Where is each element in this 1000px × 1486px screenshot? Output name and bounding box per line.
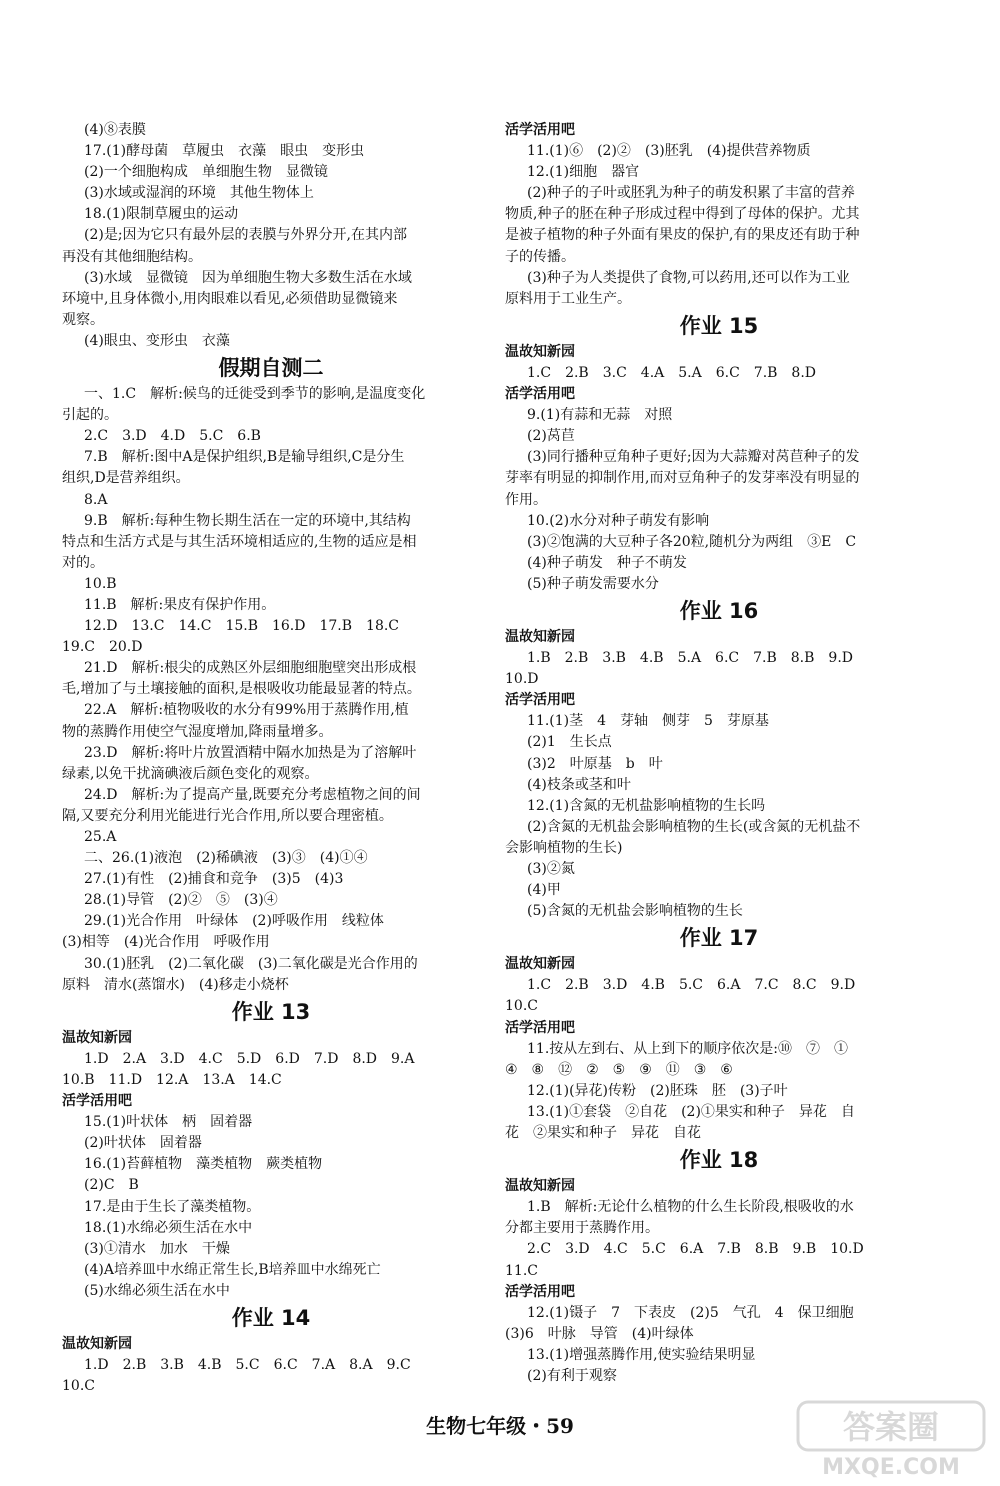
answer-line: 1.B 2.B 3.B 4.B 5.A 6.C 7.B 8.B 9.D bbox=[527, 650, 853, 667]
answer-line: (4)眼虫、变形虫 衣藻 bbox=[84, 332, 230, 349]
answer-line: 1.C 2.B 3.C 4.A 5.A 6.C 7.B 8.D bbox=[527, 364, 817, 381]
answer-line: (4)A培养皿中水绵正常生长,B培养皿中水绵死亡 bbox=[84, 1261, 381, 1278]
answer-line: 组织,D是营养组织。 bbox=[62, 470, 190, 487]
answer-line: 2.C 3.D 4.D 5.C 6.B bbox=[84, 428, 261, 445]
subsection-label: 活学活用吧 bbox=[505, 692, 575, 709]
answer-line: (2)C B bbox=[84, 1177, 139, 1194]
answer-line: 19.C 20.D bbox=[62, 639, 143, 656]
answer-line: 10.C bbox=[505, 998, 538, 1015]
answer-line: 1.D 2.A 3.D 4.C 5.D 6.D 7.D 8.D 9.A bbox=[84, 1050, 415, 1067]
answer-line: 芽率有明显的抑制作用,而对豆角种子的发芽率没有明显的 bbox=[505, 470, 860, 487]
answer-line: 27.(1)有性 (2)捕食和竞争 (3)5 (4)3 bbox=[84, 871, 344, 888]
answer-line: 9.(1)有蒜和无蒜 对照 bbox=[527, 407, 673, 424]
answer-line: 10.(2)水分对种子萌发有影响 bbox=[527, 512, 710, 529]
answer-line: 对的。 bbox=[62, 554, 104, 571]
section-heading: 作业 15 bbox=[679, 313, 759, 338]
watermark-logo bbox=[796, 1400, 986, 1480]
answer-line: 11.C bbox=[505, 1262, 538, 1279]
answer-line: 二、26.(1)液泡 (2)稀碘液 (3)③ (4)①④ bbox=[84, 850, 368, 867]
subsection-label: 温故知新园 bbox=[62, 1335, 132, 1352]
answer-line: (3)②饱满的大豆种子各20粒,随机分为两组 ③E C bbox=[527, 533, 857, 550]
answer-line: 12.D 13.C 14.C 15.B 16.D 17.B 18.C bbox=[84, 618, 400, 635]
answer-line: (4)枝条或茎和叶 bbox=[527, 776, 631, 793]
answer-line: 原料用于工业生产。 bbox=[505, 290, 631, 307]
section-heading: 作业 17 bbox=[679, 926, 759, 951]
svg-text:MXQE.COM: MXQE.COM bbox=[822, 1455, 960, 1480]
watermark-icon bbox=[796, 1400, 986, 1480]
answer-line: 作用。 bbox=[505, 491, 547, 508]
answer-line: (2)有利于观察 bbox=[527, 1367, 617, 1384]
answer-line: ④ ⑧ ⑫ ② ⑤ ⑨ ⑪ ③ ⑥ bbox=[505, 1061, 733, 1078]
answer-line: 23.D 解析:将叶片放置酒精中隔水加热是为了溶解叶 bbox=[84, 744, 417, 761]
answer-line: (3)种子为人类提供了食物,可以药用,还可以作为工业 bbox=[527, 269, 850, 286]
answer-line: 18.(1)限制草履虫的运动 bbox=[84, 206, 239, 223]
answer-line: (2)1 生长点 bbox=[527, 734, 612, 751]
subsection-label: 活学活用吧 bbox=[505, 1019, 575, 1036]
answer-line: 1.C 2.B 3.D 4.B 5.C 6.A 7.C 8.C 9.D bbox=[527, 977, 856, 994]
section-heading: 假期自测二 bbox=[218, 356, 324, 381]
answer-line: 25.A bbox=[84, 829, 117, 845]
answer-line: 17.是由于生长了藻类植物。 bbox=[84, 1198, 261, 1215]
answer-line: 12.(1)(异花)传粉 (2)胚珠 胚 (3)子叶 bbox=[527, 1082, 788, 1099]
answer-line: 10.D bbox=[505, 671, 539, 688]
answer-line: 环境中,且身体微小,用肉眼难以看见,必须借助显微镜来 bbox=[62, 290, 398, 307]
answer-line: (3)6 叶脉 导管 (4)叶绿体 bbox=[505, 1325, 694, 1342]
answer-line: (2)一个细胞构成 单细胞生物 显微镜 bbox=[84, 164, 328, 181]
answer-line: 11.(1)茎 4 芽轴 侧芽 5 芽原基 bbox=[527, 713, 769, 730]
subsection-label: 温故知新园 bbox=[505, 628, 575, 645]
answer-line: 11.按从左到右、从上到下的顺序依次是:⑩ ⑦ ① bbox=[527, 1040, 848, 1057]
answer-line: (3)水域 显微镜 因为单细胞生物大多数生活在水域 bbox=[84, 269, 412, 286]
answer-line: 子的传播。 bbox=[505, 248, 575, 265]
answer-line: (4)种子萌发 种子不萌发 bbox=[527, 554, 687, 571]
answer-line: 隔,又要充分利用光能进行光合作用,所以要合理密植。 bbox=[62, 807, 393, 824]
answer-line: (5)水绵必须生活在水中 bbox=[84, 1282, 230, 1299]
answer-line: 16.(1)苔藓植物 藻类植物 蕨类植物 bbox=[84, 1156, 323, 1173]
answer-line: 7.B 解析:图中A是保护组织,B是输导组织,C是分生 bbox=[84, 449, 405, 466]
answer-line: 引起的。 bbox=[62, 407, 118, 424]
answer-line: 10.C bbox=[62, 1378, 95, 1395]
answer-line: 28.(1)导管 (2)② ⑤ (3)④ bbox=[84, 892, 278, 909]
answer-line: 18.(1)水绵必须生活在水中 bbox=[84, 1219, 253, 1236]
subsection-label: 温故知新园 bbox=[505, 343, 575, 360]
section-heading: 作业 18 bbox=[679, 1148, 759, 1173]
answer-line: (2)是;因为它只有最外层的表膜与外界分开,在其内部 bbox=[84, 227, 407, 244]
answer-line: 一、1.C 解析:候鸟的迁徙受到季节的影响,是温度变化 bbox=[84, 386, 426, 403]
answer-line: 10.B 11.D 12.A 13.A 14.C bbox=[62, 1071, 282, 1088]
answer-line: (2)含氮的无机盐会影响植物的生长(或含氮的无机盐不 bbox=[527, 818, 861, 835]
answer-line: 9.B 解析:每种生物长期生活在一定的环境中,其结构 bbox=[84, 512, 411, 529]
answer-line: (3)②氮 bbox=[527, 861, 575, 877]
answer-line: 原料 清水(蒸馏水) (4)移走小烧杯 bbox=[62, 976, 289, 993]
answer-line: (3)①清水 加水 干燥 bbox=[84, 1240, 230, 1257]
answer-line: 17.(1)酵母菌 草履虫 衣藻 眼虫 变形虫 bbox=[84, 143, 365, 160]
answer-line: 15.(1)叶状体 柄 固着器 bbox=[84, 1114, 253, 1131]
subsection-label: 活学活用吧 bbox=[505, 1283, 575, 1300]
subsection-label: 活学活用吧 bbox=[505, 122, 575, 138]
answer-line: (4)⑧表膜 bbox=[84, 122, 146, 138]
answer-line: 30.(1)胚乳 (2)二氧化碳 (3)二氧化碳是光合作用的 bbox=[84, 955, 418, 972]
answer-line: 观察。 bbox=[62, 311, 104, 328]
answer-line: 11.(1)⑥ (2)② (3)胚乳 (4)提供营养物质 bbox=[527, 143, 811, 160]
answer-line: (3)相等 (4)光合作用 呼吸作用 bbox=[62, 934, 270, 951]
answer-line: (3)同行播种豆角种子更好;因为大蒜瓣对莴苣种子的发 bbox=[527, 449, 860, 466]
answer-line: 13.(1)①套袋 ②自花 (2)①果实和种子 异花 自 bbox=[527, 1103, 855, 1120]
answer-line: 22.A 解析:植物吸收的水分有99%用于蒸腾作用,植 bbox=[84, 702, 409, 719]
answer-line: 8.A bbox=[84, 491, 108, 508]
subsection-label: 温故知新园 bbox=[505, 956, 575, 973]
answer-line: 24.D 解析:为了提高产量,既要充分考虑植物之间的间 bbox=[84, 786, 421, 803]
answer-line: 会影响植物的生长) bbox=[505, 839, 623, 856]
answer-line: 21.D 解析:根尖的成熟区外层细胞细胞壁突出形成根 bbox=[84, 660, 417, 677]
answer-line: (3)2 叶原基 b 叶 bbox=[527, 755, 663, 772]
answer-line: 12.(1)细胞 器官 bbox=[527, 164, 640, 181]
answer-line: 2.C 3.D 4.C 5.C 6.A 7.B 8.B 9.B 10.D bbox=[527, 1241, 864, 1258]
answer-line: (4)甲 bbox=[527, 882, 561, 899]
subsection-label: 活学活用吧 bbox=[505, 386, 575, 403]
answer-line: 10.B bbox=[84, 575, 117, 592]
answer-line: 12.(1)含氮的无机盐影响植物的生长吗 bbox=[527, 797, 766, 814]
answer-line: 绿素,以免干扰滴碘液后颜色变化的观察。 bbox=[62, 765, 319, 782]
answer-line: (5)种子萌发需要水分 bbox=[527, 575, 659, 592]
answer-line: 1.D 2.B 3.B 4.B 5.C 6.C 7.A 8.A 9.C bbox=[84, 1357, 411, 1374]
answer-line: 分都主要用于蒸腾作用。 bbox=[505, 1220, 659, 1237]
answer-line: 29.(1)光合作用 叶绿体 (2)呼吸作用 线粒体 bbox=[84, 913, 384, 930]
answer-line: 花 ②果实和种子 异花 自花 bbox=[505, 1125, 701, 1142]
subsection-label: 温故知新园 bbox=[62, 1029, 132, 1046]
subsection-label: 温故知新园 bbox=[505, 1178, 575, 1195]
subsection-label: 活学活用吧 bbox=[62, 1093, 132, 1110]
answer-line: 12.(1)镊子 7 下表皮 (2)5 气孔 4 保卫细胞 bbox=[527, 1304, 854, 1321]
svg-text:答案圈: 答案圈 bbox=[842, 1408, 940, 1446]
answer-line: 1.B 解析:无论什么植物的什么生长阶段,根吸收的水 bbox=[527, 1199, 854, 1216]
answer-line: 物的蒸腾作用使空气湿度增加,降雨量增多。 bbox=[62, 723, 333, 740]
answer-line: (2)莴苣 bbox=[527, 428, 575, 445]
answer-line: 物质,种子的胚在种子形成过程中得到了母体的保护。尤其 bbox=[505, 206, 860, 223]
section-heading: 作业 14 bbox=[231, 1305, 311, 1330]
answer-line: (3)水域或湿润的环境 其他生物体上 bbox=[84, 185, 314, 202]
answer-line: 特点和生活方式是与其生活环境相适应的,生物的适应是相 bbox=[62, 533, 417, 550]
answer-line: 11.B 解析:果皮有保护作用。 bbox=[84, 596, 276, 613]
answer-line: 再没有其他细胞结构。 bbox=[62, 248, 202, 265]
answer-line: (2)叶状体 固着器 bbox=[84, 1135, 202, 1152]
answer-line: 毛,增加了与土壤接触的面积,是根吸收功能最显著的特点。 bbox=[62, 681, 421, 698]
answer-line: 13.(1)增强蒸腾作用,使实验结果明显 bbox=[527, 1346, 756, 1363]
page-footer: 生物七年级・59 bbox=[426, 1414, 574, 1438]
section-heading: 作业 13 bbox=[231, 999, 311, 1024]
answer-line: (5)含氮的无机盐会影响植物的生长 bbox=[527, 903, 743, 920]
answer-line: (2)种子的子叶或胚乳为种子的萌发积累了丰富的营养 bbox=[527, 185, 855, 202]
answer-line: 是被子植物的种子外面有果皮的保护,有的果皮还有助于种 bbox=[505, 227, 860, 244]
right-column bbox=[505, 120, 933, 1387]
section-heading: 作业 16 bbox=[679, 598, 759, 623]
left-column bbox=[62, 120, 480, 1397]
